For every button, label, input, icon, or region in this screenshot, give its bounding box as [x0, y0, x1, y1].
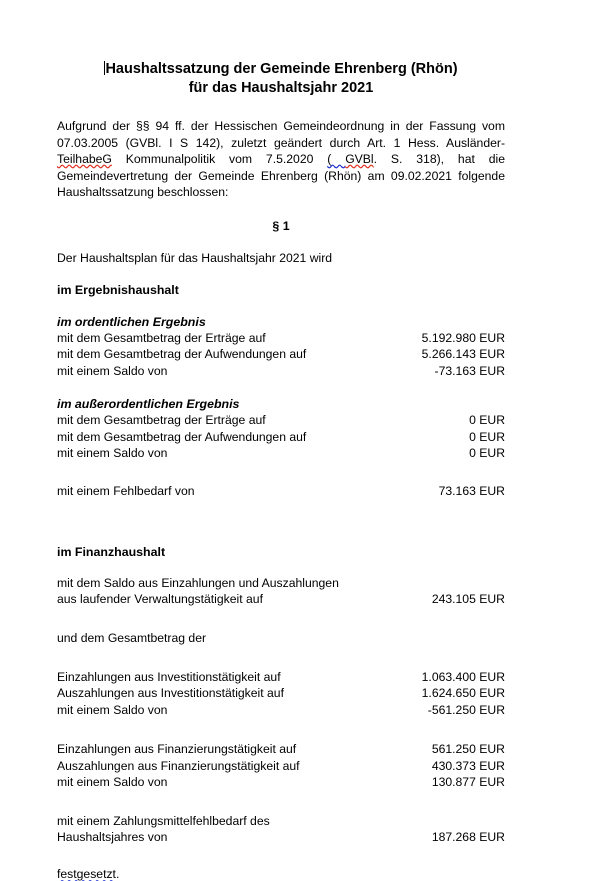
- row-value: 5.266.143 EUR: [421, 347, 505, 362]
- table-row: [57, 412, 505, 428]
- heading-ergebnishaushalt: im Ergebnishaushalt: [57, 283, 179, 297]
- zahlungsmittelfehlbedarf-block: [57, 813, 505, 846]
- row-value: 187.268 EUR: [431, 829, 505, 844]
- table-row: [57, 363, 505, 379]
- row-value: 430.373 EUR: [431, 758, 505, 773]
- festgesetzt-line: [57, 867, 505, 881]
- table-row: [57, 741, 505, 757]
- investitionstaetigkeit-rows: [57, 669, 505, 718]
- saldo-verwaltung-block: [57, 575, 505, 608]
- spellcheck-word-gvbl: GVBl: [345, 152, 374, 166]
- row-label: mit dem Gesamtbetrag der Aufwendungen auf: [57, 347, 307, 362]
- row-label: mit dem Gesamtbetrag der Aufwendungen auf: [57, 429, 307, 444]
- table-row: [57, 685, 505, 701]
- saldo-verwaltung-line-1: mit dem Saldo aus Einzahlungen und Auszahlungen: [57, 575, 339, 590]
- table-row: [57, 669, 505, 685]
- table-row: [57, 445, 505, 461]
- row-value: 5.192.980 EUR: [421, 331, 505, 345]
- row-value: 73.163 EUR: [438, 484, 505, 499]
- row-label: mit einem Saldo von: [57, 446, 168, 461]
- row-value: -561.250 EUR: [427, 702, 505, 717]
- zahlungsmittel-line-2-row: [57, 829, 505, 845]
- row-label: aus laufender Verwaltungstätigkeit auf: [57, 592, 263, 607]
- row-label: mit einem Fehlbedarf von: [57, 484, 195, 499]
- grammarcheck-word-festgesetzt: festgesetzt: [57, 867, 116, 881]
- table-row: [57, 346, 505, 362]
- intro-part-2: Kommunalpolitik vom 7.5.2020: [111, 152, 328, 166]
- table-row: [57, 758, 505, 774]
- row-value: 1.063.400 EUR: [421, 670, 505, 685]
- row-label: mit einem Saldo von: [57, 775, 168, 790]
- row-label: mit einem Saldo von: [57, 702, 168, 717]
- ordentliches-ergebnis-rows: [57, 330, 505, 379]
- title-line-2: für das Haushaltsjahr 2021: [188, 80, 374, 96]
- row-value: 130.877 EUR: [431, 775, 505, 790]
- heading-finanzhaushalt: im Finanzhaushalt: [57, 544, 166, 559]
- row-value: 1.624.650 EUR: [421, 686, 505, 701]
- und-gesamtbetrag-line: und dem Gesamtbetrag der: [57, 630, 207, 645]
- title-line-1: Haushaltssatzung der Gemeinde Ehrenberg (Rhön): [105, 61, 458, 77]
- row-label: Einzahlungen aus Investitionstätigkeit auf: [57, 670, 281, 685]
- intro-part-1: Aufgrund der §§ 94 ff. der Hessischen Gemeindeordnung in der Fassung vom 07.03.2005 (GVBl. I S 142), zuletzt geändert durch Art. 1 Hess. Ausländer-: [57, 119, 505, 150]
- lead-sentence: Der Haushaltsplan für das Haushaltsjahr 2021 wird: [57, 250, 333, 265]
- finanzierungstaetigkeit-rows: [57, 741, 505, 790]
- row-value: -73.163 EUR: [434, 363, 505, 378]
- row-label: Auszahlungen aus Finanzierungstätigkeit auf: [57, 758, 300, 773]
- heading-ausserordentliches-ergebnis: im außerordentlichen Ergebnis: [57, 397, 240, 412]
- festgesetzt-period: .: [115, 867, 120, 881]
- row-label: Einzahlungen aus Finanzierungstätigkeit auf: [57, 742, 297, 757]
- ausserordentliches-ergebnis-rows: [57, 412, 505, 461]
- row-value: 561.250 EUR: [431, 742, 505, 757]
- zahlungsmittel-line-1: mit einem Zahlungsmittelfehlbedarf des: [57, 813, 270, 828]
- table-row: [57, 330, 505, 346]
- row-label: Auszahlungen aus Investitionstätigkeit auf: [57, 686, 284, 701]
- row-label: Haushaltsjahres von: [57, 829, 168, 844]
- section-marker: § 1: [272, 218, 290, 233]
- document-body: [57, 0, 505, 881]
- row-value: 243.105 EUR: [431, 592, 505, 607]
- row-value: 0 EUR: [469, 429, 505, 444]
- row-value: 0 EUR: [469, 446, 505, 461]
- spellcheck-word-teilhabeg: TeilhabeG: [57, 152, 112, 166]
- row-label: mit einem Saldo von: [57, 363, 168, 378]
- table-row: [57, 429, 505, 445]
- row-label: mit dem Gesamtbetrag der Erträge auf: [57, 413, 266, 428]
- table-row-fehlbedarf: [57, 483, 505, 499]
- grammarcheck-open-paren: (: [327, 152, 346, 166]
- page-title: [57, 60, 505, 98]
- row-label: mit dem Gesamtbetrag der Erträge auf: [57, 331, 266, 345]
- table-row: [57, 774, 505, 790]
- row-value: 0 EUR: [469, 413, 505, 428]
- table-row: [57, 702, 505, 718]
- heading-ordentliches-ergebnis: im ordentlichen Ergebnis: [57, 315, 206, 329]
- intro-part-3: . S. 318), hat die Gemeindevertretung der Gemeinde Ehrenberg (Rhön) am 09.02.2021 folgende Haushaltssatzung beschlossen:: [57, 152, 505, 199]
- intro-paragraph: [57, 118, 505, 201]
- saldo-verwaltung-line-2-row: [57, 591, 505, 607]
